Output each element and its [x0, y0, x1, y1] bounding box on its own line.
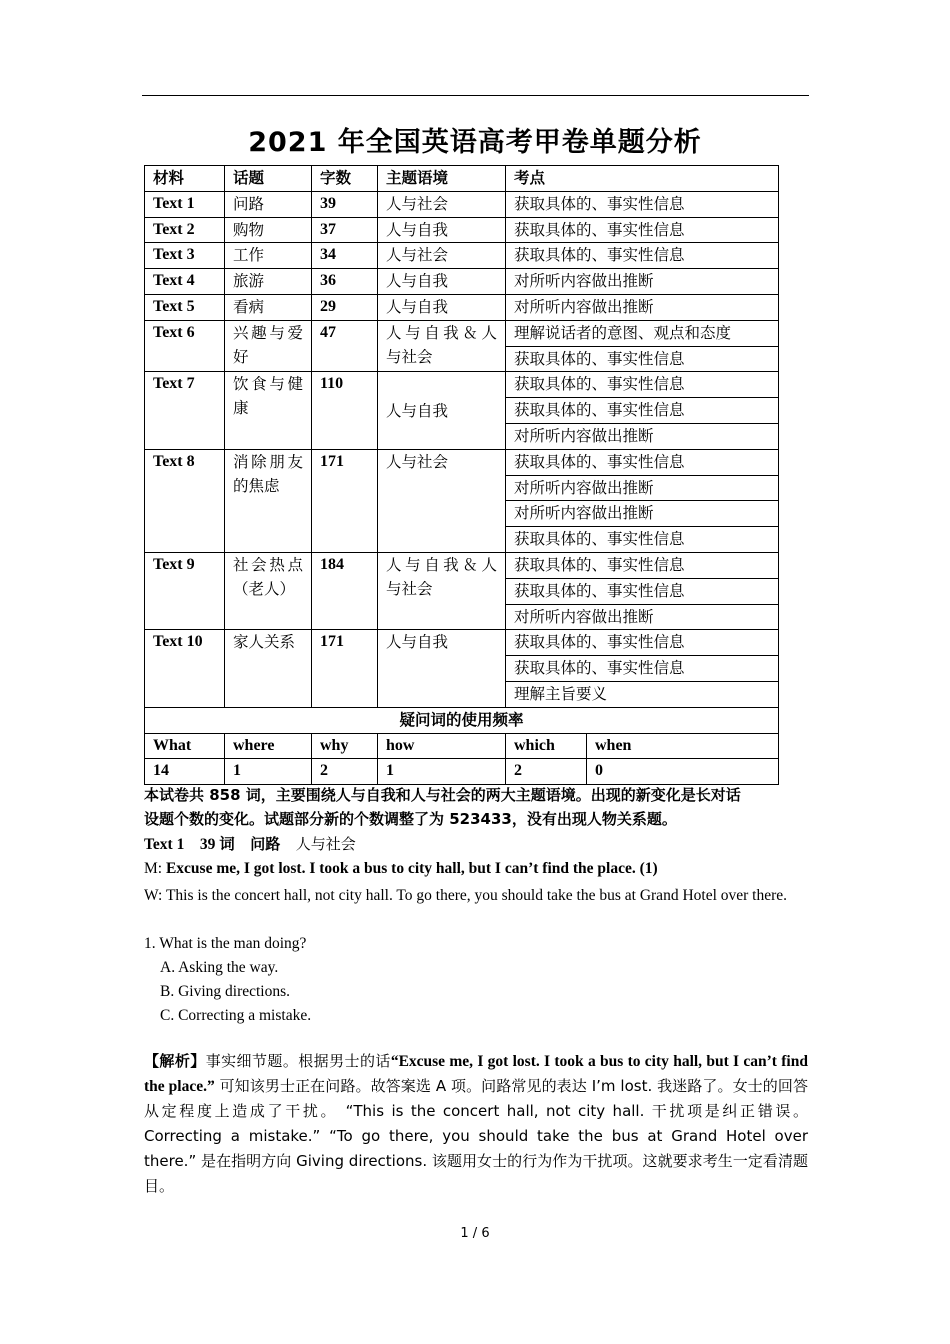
analysis-text-2: 可知该男士正在问路。故答案选 A 项。问路常见的表达 I’m lost. 我迷路了。女士的回答从定程度上造成了干扰。 “This is the concert hall, not city hall. 干扰项是纠正错误。Correcting a mistake.” “To go there, you should take the bus at Grand Hotel over there.” 是在指明方向 Giving directions. 该题用女士的行为作为干扰项。这就要求考生一定看清题目。 [144, 1077, 808, 1195]
cell-material: Text 8 [145, 449, 225, 552]
freq-title: 疑问词的使用频率 [145, 707, 779, 733]
dialogue-w [144, 883, 832, 908]
table-row [145, 217, 779, 243]
cell-point: 获取具体的、事实性信息 [506, 346, 779, 372]
topic-line: 社会热点 [233, 555, 303, 574]
cell-point: 获取具体的、事实性信息 [506, 191, 779, 217]
cell-words: 39 [312, 191, 378, 217]
cell-words: 184 [312, 552, 378, 629]
text1-context: 人与社会 [295, 835, 356, 853]
cell-point: 获取具体的、事实性信息 [506, 398, 779, 424]
cell-point: 对所听内容做出推断 [506, 604, 779, 630]
cell-point: 获取具体的、事实性信息 [506, 372, 779, 398]
topic-line: 饮食与健 [233, 375, 303, 394]
cell-words: 110 [312, 372, 378, 449]
table-row [145, 191, 779, 217]
cell-point: 获取具体的、事实性信息 [506, 527, 779, 553]
cell-point: 对所听内容做出推断 [506, 269, 779, 295]
analysis-quote: “Excuse me, I got lost. I took a bus to city hall, but I can’t find the place.” [144, 1053, 808, 1095]
header-context: 主题语境 [378, 166, 506, 192]
table-row [145, 372, 779, 398]
cell-context: 人与社会 [378, 449, 506, 552]
cell-words: 47 [312, 320, 378, 372]
cell-point: 获取具体的、事实性信息 [506, 578, 779, 604]
analysis-table [144, 165, 779, 785]
freq-word: how [378, 733, 506, 759]
cell-context: 人与自我 [378, 217, 506, 243]
option-a: A. Asking the way. [160, 959, 279, 976]
cell-material: Text 4 [145, 269, 225, 295]
cell-words: 34 [312, 243, 378, 269]
text1-topic: 问路 [250, 835, 281, 853]
freq-count: 1 [378, 759, 506, 785]
cell-words: 37 [312, 217, 378, 243]
cell-material: Text 1 [145, 191, 225, 217]
speaker-w-line: This is the concert hall, not city hall. To go there, you should take the bus at Grand Hotel over there. [165, 887, 788, 904]
cell-material: Text 3 [145, 243, 225, 269]
table-row [145, 449, 779, 475]
table-row [145, 243, 779, 269]
freq-counts-row [145, 759, 779, 785]
text1-word-count: 39 词 [199, 836, 235, 853]
context-line: 与社会 [386, 347, 433, 366]
header-topic: 话题 [225, 166, 312, 192]
freq-count: 1 [225, 759, 312, 785]
topic-line: 的焦虑 [233, 476, 280, 495]
cell-material: Text 7 [145, 372, 225, 449]
cell-words: 29 [312, 294, 378, 320]
table-row [145, 320, 779, 346]
cell-words: 36 [312, 269, 378, 295]
cell-point: 获取具体的、事实性信息 [506, 217, 779, 243]
analysis-label: 【解析】 [144, 1052, 206, 1070]
cell-point: 对所听内容做出推断 [506, 423, 779, 449]
freq-word: which [506, 733, 587, 759]
cell-context: 人与自我 [378, 294, 506, 320]
freq-count: 2 [312, 759, 378, 785]
freq-word: What [145, 733, 225, 759]
cell-topic [225, 449, 312, 552]
table-row [145, 552, 779, 578]
question-text: 1. What is the man doing? [144, 935, 307, 952]
cell-point: 对所听内容做出推断 [506, 294, 779, 320]
context-line: 人与自我＆人 [386, 323, 497, 342]
summary-paragraph [144, 783, 808, 831]
freq-word: when [587, 733, 779, 759]
freq-words-row [145, 733, 779, 759]
topic-line: 康 [233, 399, 249, 418]
table-row [145, 630, 779, 656]
cell-point: 理解说话者的意图、观点和态度 [506, 320, 779, 346]
text1-heading [144, 832, 808, 857]
cell-context: 人与社会 [378, 191, 506, 217]
header-material: 材料 [145, 166, 225, 192]
cell-topic: 问路 [225, 191, 312, 217]
cell-point: 获取具体的、事实性信息 [506, 552, 779, 578]
cell-words: 171 [312, 630, 378, 707]
topic-line: 消除朋友 [233, 452, 303, 471]
cell-point: 理解主旨要义 [506, 681, 779, 707]
freq-count: 2 [506, 759, 587, 785]
dialogue-m [144, 857, 808, 881]
page-number: 1 / 6 [460, 1226, 490, 1241]
cell-context [378, 552, 506, 629]
cell-point: 获取具体的、事实性信息 [506, 449, 779, 475]
header-rule [142, 95, 809, 96]
cell-topic [225, 372, 312, 449]
analysis-paragraph [144, 1049, 808, 1199]
header-word-count: 字数 [312, 166, 378, 192]
cell-topic [225, 552, 312, 629]
cell-material: Text 10 [145, 630, 225, 707]
freq-title-row [145, 707, 779, 733]
cell-topic [225, 320, 312, 372]
speaker-m-line: Excuse me, I got lost. I took a bus to city hall, but I can’t find the place. (1) [165, 860, 658, 877]
cell-topic: 旅游 [225, 269, 312, 295]
cell-context: 人与自我 [378, 269, 506, 295]
cell-context: 人与自我 [378, 372, 506, 449]
cell-topic: 家人关系 [225, 630, 312, 707]
speaker-m-label: M: [144, 860, 166, 877]
summary-line: 设题个数的变化。试题部分新的个数调整了为 523433，没有出现人物关系题。 [144, 810, 677, 828]
cell-topic: 购物 [225, 217, 312, 243]
cell-context: 人与自我 [378, 630, 506, 707]
cell-point: 获取具体的、事实性信息 [506, 243, 779, 269]
cell-topic: 看病 [225, 294, 312, 320]
cell-context [378, 320, 506, 372]
topic-line: 兴趣与爱 [233, 323, 303, 342]
cell-material: Text 5 [145, 294, 225, 320]
header-test-point: 考点 [506, 166, 779, 192]
option-c: C. Correcting a mistake. [160, 1007, 312, 1024]
cell-topic: 工作 [225, 243, 312, 269]
cell-material: Text 2 [145, 217, 225, 243]
freq-count: 14 [145, 759, 225, 785]
freq-word: where [225, 733, 312, 759]
cell-context: 人与社会 [378, 243, 506, 269]
table-row [145, 269, 779, 295]
context-line: 人与自我＆人 [386, 555, 497, 574]
topic-line: （老人） [233, 579, 296, 598]
analysis-text-1: 事实细节题。根据男士的话 [205, 1052, 391, 1070]
cell-material: Text 6 [145, 320, 225, 372]
cell-point: 获取具体的、事实性信息 [506, 630, 779, 656]
cell-words: 171 [312, 449, 378, 552]
cell-point: 对所听内容做出推断 [506, 475, 779, 501]
text1-label: Text 1 [144, 836, 185, 853]
speaker-w-label: W: [144, 887, 166, 904]
freq-word: why [312, 733, 378, 759]
cell-material: Text 9 [145, 552, 225, 629]
topic-line: 好 [233, 347, 249, 366]
summary-line: 本试卷共 858 词，主要围绕人与自我和人与社会的两大主题语境。出现的新变化是长对话 [144, 786, 741, 804]
context-line: 与社会 [386, 579, 433, 598]
question-1 [144, 932, 808, 1028]
freq-count: 0 [587, 759, 779, 785]
table-row [145, 294, 779, 320]
option-b: B. Giving directions. [160, 983, 291, 1000]
cell-point: 获取具体的、事实性信息 [506, 656, 779, 682]
cell-point: 对所听内容做出推断 [506, 501, 779, 527]
page-title: 2021 年全国英语高考甲卷单题分析 [248, 127, 702, 158]
table-header-row [145, 166, 779, 192]
